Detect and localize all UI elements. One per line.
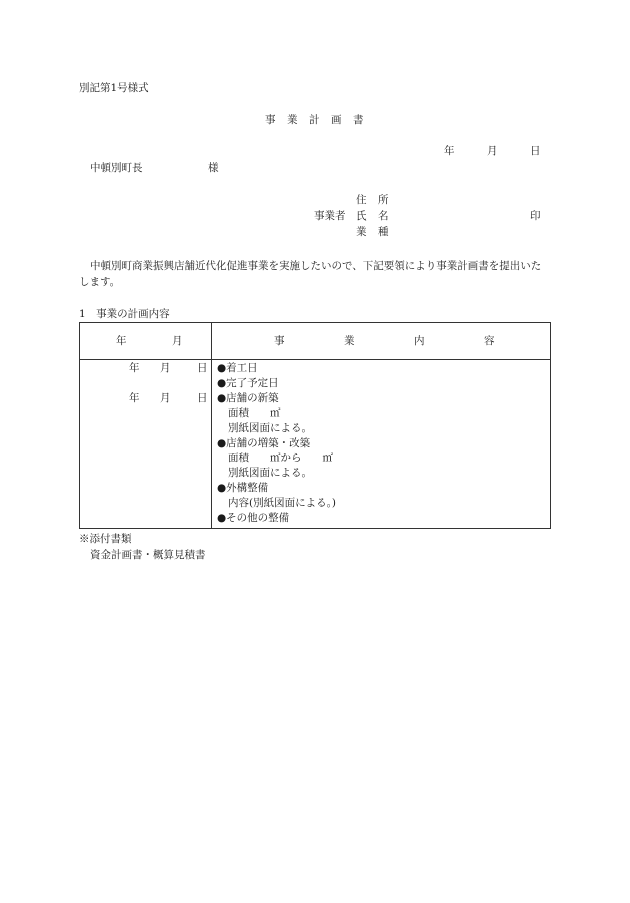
header-date-char: 年: [116, 335, 127, 347]
row-date-char: 日: [197, 392, 208, 404]
header-content-char: 内: [414, 335, 425, 347]
plan-table: [79, 322, 551, 529]
addressee-honorific: 様: [208, 162, 219, 174]
name-label: 氏: [356, 210, 367, 222]
address-label: 所: [378, 194, 389, 206]
table-item: ●店舗の新築: [217, 392, 279, 404]
table-item: 内容(別紙図面による。): [228, 497, 336, 509]
title-char: 業: [287, 114, 298, 126]
business-label: 業: [356, 226, 367, 238]
row-date-char: 日: [197, 362, 208, 374]
table-item: ●着工日: [217, 362, 258, 374]
title-char: 画: [331, 114, 342, 126]
row-date-char: 月: [160, 362, 171, 374]
body-line: します。: [79, 276, 121, 288]
table-item: 別紙図面による。: [228, 467, 312, 479]
date-day-label: 日: [530, 145, 541, 157]
body-line: 中頓別町商業振興店舗近代化促進事業を実施したいので、下記要領により事業計画書を提出いた: [90, 260, 542, 272]
form-label: 別記第1号様式: [79, 82, 149, 94]
table-item: ●その他の整備: [217, 512, 290, 524]
date-month-label: 月: [487, 145, 498, 157]
table-item: 面積 ㎡: [228, 407, 281, 419]
table-item: ●店舗の増築・改築: [217, 437, 311, 449]
table-item: 面積 ㎡から ㎡: [228, 452, 333, 464]
name-label: 名: [378, 210, 389, 222]
seal-mark: 印: [530, 210, 541, 222]
title-char: 計: [309, 114, 320, 126]
date-year-label: 年: [444, 145, 455, 157]
title-char: 書: [353, 114, 364, 126]
attachments-title: ※添付書類: [79, 533, 132, 545]
row-date-char: 月: [160, 392, 171, 404]
row-date-char: 年: [129, 392, 140, 404]
row-date-char: 年: [129, 362, 140, 374]
table-item: 別紙図面による。: [228, 422, 312, 434]
addressee-name: 中頓別町長: [90, 162, 143, 174]
table-item: ●完了予定日: [217, 377, 279, 389]
business-label: 種: [378, 226, 389, 238]
table-header-divider: [80, 359, 550, 360]
table-item: ●外構整備: [217, 482, 269, 494]
title-char: 事: [265, 114, 276, 126]
header-date-char: 月: [172, 335, 183, 347]
address-label: 住: [356, 194, 367, 206]
header-content-char: 容: [484, 335, 495, 347]
header-content-char: 業: [344, 335, 355, 347]
attachments-list: 資金計画書・概算見積書: [90, 549, 206, 561]
applicant-role: 事業者: [314, 210, 346, 222]
header-content-char: 事: [274, 335, 285, 347]
table-column-divider: [211, 323, 212, 528]
section-title: 1 事業の計画内容: [79, 308, 170, 320]
